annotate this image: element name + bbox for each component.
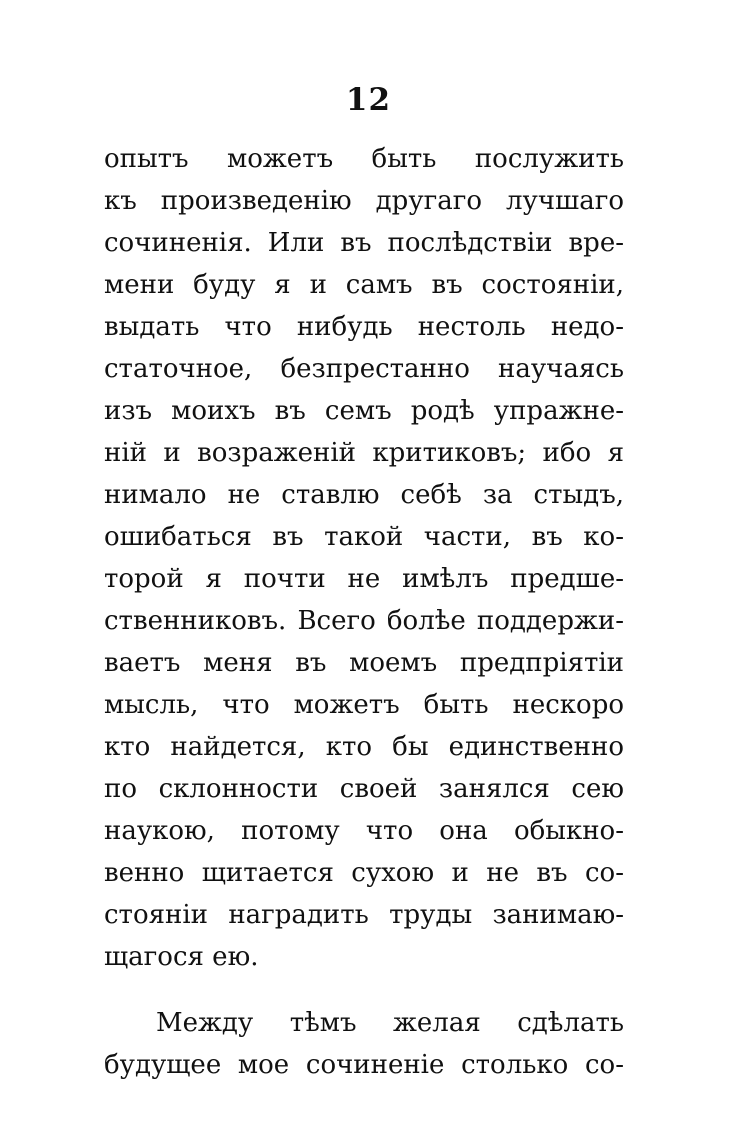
- text-line: кто найдется, кто бы единственно: [104, 732, 624, 762]
- page-number: 12: [345, 82, 392, 118]
- text-line: ственниковъ. Всего болѣе поддержи-: [104, 606, 624, 636]
- text-line: выдать что нибудь нестоль недо-: [104, 312, 624, 342]
- text-line: мысль, что можетъ быть нескоро: [104, 690, 624, 720]
- text-line: по склонности своей занялся сею: [104, 774, 624, 804]
- text-line: опытъ можетъ быть послужить: [104, 144, 624, 174]
- text-line: венно щитается сухою и не въ со-: [104, 858, 624, 888]
- text-line-indented: Между тѣмъ желая сдѣлать: [156, 1008, 624, 1038]
- text-line: ваетъ меня въ моемъ предпріятіи: [104, 648, 624, 678]
- text-line-last: щагося ею.: [104, 942, 259, 972]
- text-line: мени буду я и самъ въ состояніи,: [104, 270, 624, 300]
- paragraph-gap: [104, 978, 624, 1002]
- text-line: наукою, потому что она обыкно-: [104, 816, 624, 846]
- text-line: ній и возраженій критиковъ; ибо я: [104, 438, 624, 468]
- text-line: стояніи наградить труды занимаю-: [104, 900, 624, 930]
- text-line: торой я почти не имѣлъ предше-: [104, 564, 624, 594]
- text-line: статочное, безпрестанно научаясь: [104, 354, 624, 384]
- text-line: ошибаться въ такой части, въ ко-: [104, 522, 624, 552]
- text-line: нимало не ставлю себѣ за стыдъ,: [104, 480, 624, 510]
- text-line: будущее мое сочиненіе столько со-: [104, 1050, 624, 1080]
- text-line: изъ моихъ въ семъ родѣ упражне-: [104, 396, 624, 426]
- paragraph-2: [104, 1002, 624, 1086]
- body-text: [104, 138, 624, 1086]
- text-line: къ произведенію другаго лучшаго: [104, 186, 624, 216]
- paragraph-1: [104, 138, 624, 978]
- text-line: сочиненія. Или въ послѣдствіи вре-: [104, 228, 624, 258]
